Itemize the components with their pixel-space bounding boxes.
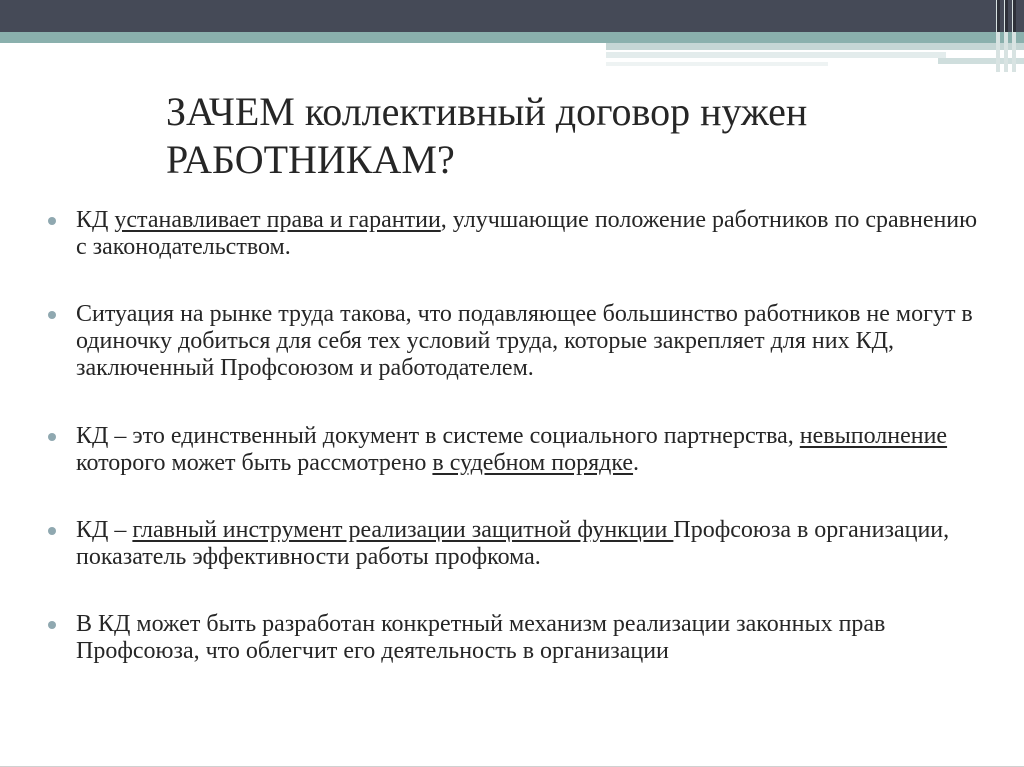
decor-stripe [606, 43, 1024, 50]
decor-stripe [0, 32, 1024, 43]
decor-line [997, 0, 1000, 32]
bullet-dot-icon [48, 527, 56, 535]
bullet-item [48, 423, 988, 477]
text-run: Профсоюза в организации, показатель эффективности работы профкома. [76, 517, 950, 570]
bullet-item [48, 301, 988, 382]
bullet-list [48, 207, 988, 693]
underlined-text: в судебном порядке [432, 450, 634, 476]
underlined-text: невыполнение [799, 423, 948, 449]
underlined-text: устанавливает права и гарантии [114, 207, 441, 233]
text-run: которого может быть рассмотрено [76, 450, 433, 476]
text-run: . [633, 450, 640, 476]
bullet-dot-icon [48, 311, 56, 319]
decor-stripe [606, 62, 828, 66]
header-band [0, 0, 1024, 32]
decor-stripe [606, 52, 946, 58]
text-run: В КД может быть разработан конкретный механизм реализации законных прав Профсоюза, что облегчит его деятельность в организации [76, 611, 886, 664]
bullet-item [48, 207, 988, 261]
underlined-text: главный инструмент реализации защитной функции [132, 517, 674, 543]
bullet-dot-icon [48, 433, 56, 441]
decor-line [1013, 0, 1016, 32]
bullet-item [48, 517, 988, 571]
text-run: КД [76, 207, 115, 233]
bullet-dot-icon [48, 621, 56, 629]
bullet-item [48, 611, 988, 665]
text-run: , улучшающие положение работников по сравнению с законодательством. [76, 207, 978, 260]
text-run: КД – это единственный документ в системе социального партнерства, [76, 423, 800, 449]
slide-title: ЗАЧЕМ коллективный договор нужен РАБОТНИКАМ? [166, 89, 808, 182]
text-run: Ситуация на рынке труда такова, что подавляющее большинство работников не могут в одиночку добиться для себя тех условий труда, которые закрепляет для них КД, заключенный Профсоюзом и работодателем. [76, 301, 973, 381]
decor-line [1005, 0, 1008, 32]
text-run: КД – [76, 517, 133, 543]
bullet-dot-icon [48, 217, 56, 225]
